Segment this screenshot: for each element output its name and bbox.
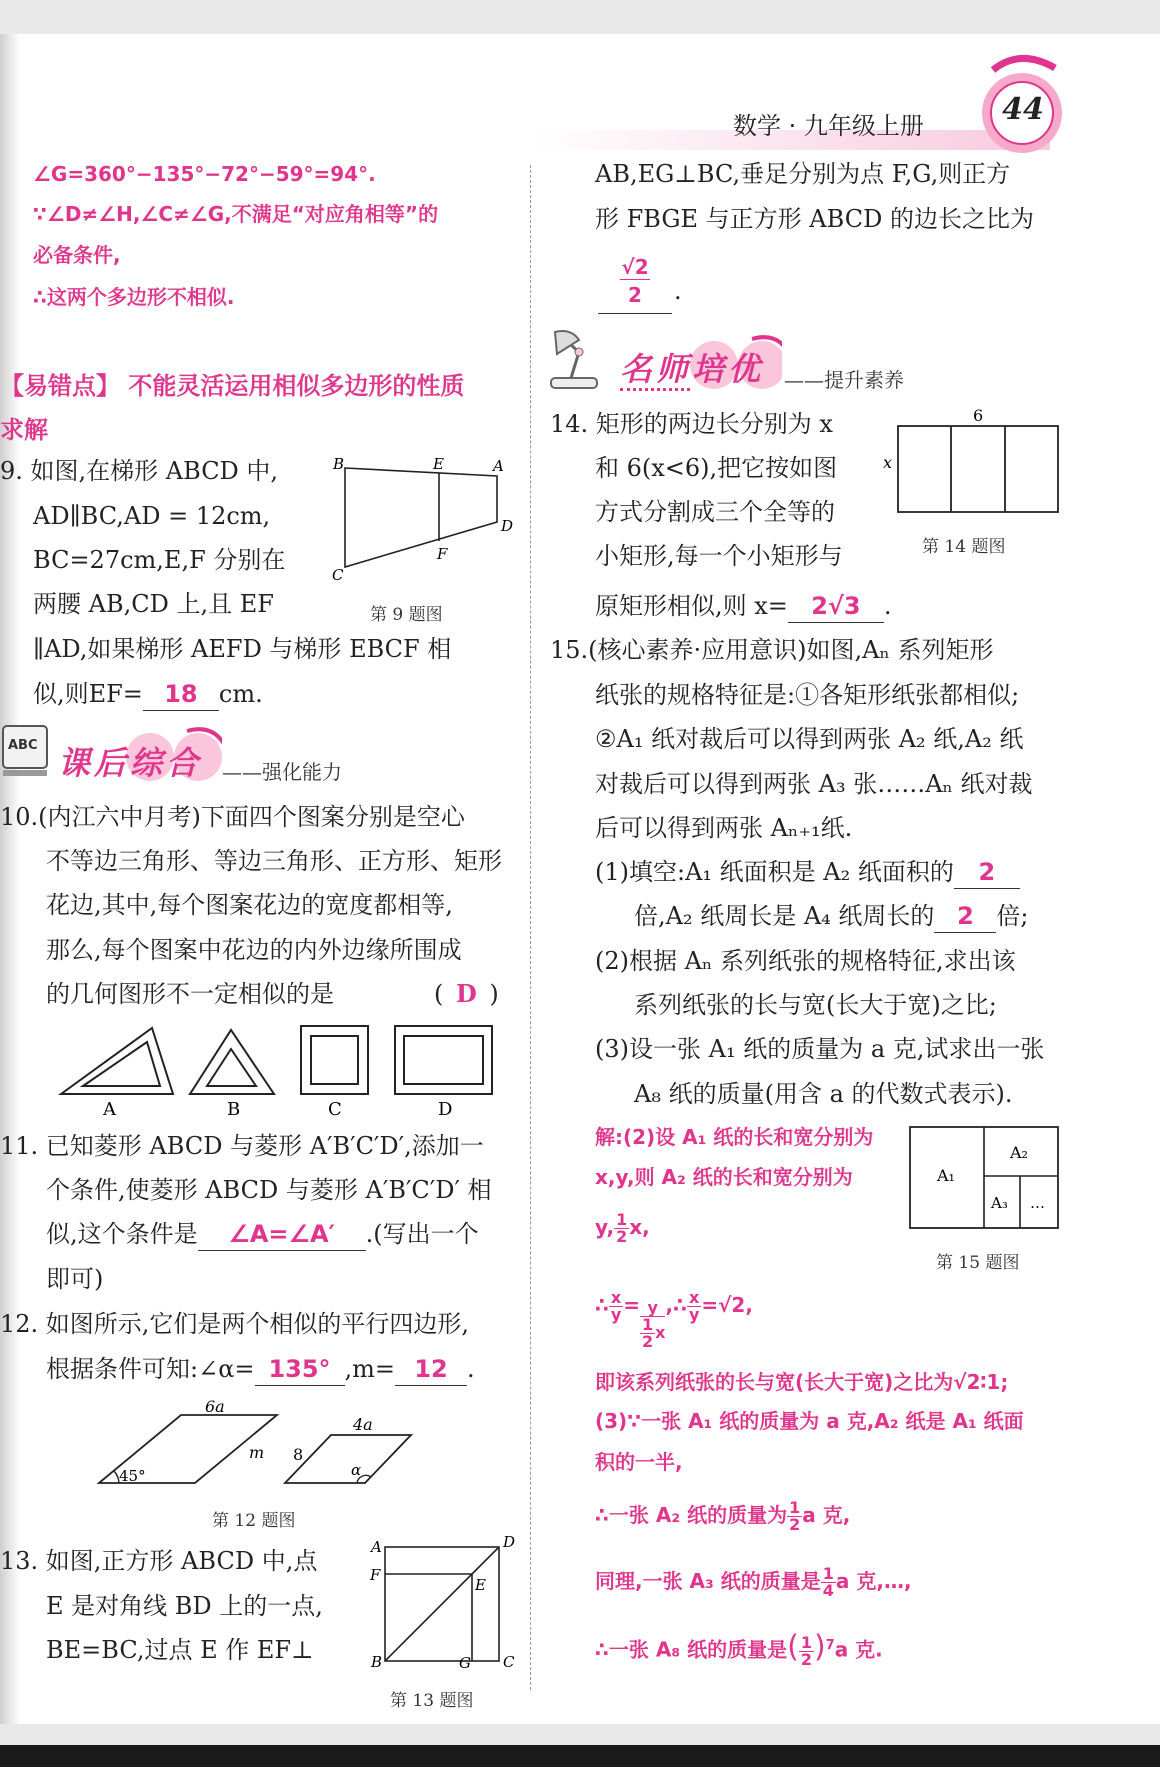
q15-solution-line: ∴一张 A₈ 纸的质量是( $\frac{1}{2}$ )$^7$a 克. [595, 1629, 883, 1669]
q9-trapezoid-figure [325, 455, 525, 585]
label-6: 6 [973, 406, 984, 425]
q15-part2: 系列纸张的长与宽(长大于宽)之比; [634, 991, 997, 1019]
q11-text-a: 似,这个条件是 [46, 1220, 198, 1248]
q14-rectangle-figure [878, 402, 1064, 520]
q9-caption: 第 9 题图 [370, 605, 443, 625]
label-D: D [501, 517, 514, 535]
label-A3: A₃ [991, 1194, 1008, 1212]
page-number: 44 [1002, 92, 1044, 127]
q15-answer-1: 2 [954, 856, 1020, 889]
q9-text: BC=27cm,E,F 分别在 [33, 546, 286, 574]
page-edge-shadow [0, 34, 20, 1724]
q13-answer-denominator: 2 [628, 283, 642, 307]
q14-caption: 第 14 题图 [922, 537, 1006, 557]
q15-part1-b: 倍,A₂ 纸周长是 A₄ 纸周长的 [634, 902, 935, 930]
dotted-underline [620, 388, 690, 391]
error-point-title-cont: 求解 [0, 416, 48, 444]
section-teacher-subtitle: ——提升素养 [784, 368, 904, 392]
q13-answer-end: . [674, 277, 682, 305]
solution-line: 必备条件, [33, 243, 121, 267]
q11-text [46, 1218, 479, 1251]
q9-text-a: 似,则EF= [33, 680, 143, 708]
q9-text: ∥AD,如果梯形 AEFD 与梯形 EBCF 相 [33, 635, 452, 663]
q13-text: BE=BC,过点 E 作 EF⊥ [46, 1636, 314, 1664]
q15-solution-line: 即该系列纸张的长与宽(长大于宽)之比为√2∶1; [595, 1370, 1009, 1394]
q14-text [595, 590, 892, 623]
q13-caption: 第 13 题图 [390, 1691, 474, 1711]
q13-answer-blank [598, 253, 672, 314]
q14-text: 和 6(x<6),把它按如图 [595, 454, 838, 482]
label-C: C [332, 566, 344, 584]
q13-text-cont: AB,EG⊥BC,垂足分别为点 F,G,则正方 [595, 160, 1011, 188]
q9-text: AD∥BC,AD = 12cm, [33, 502, 271, 530]
fraction-quarter: $\frac{1}{4}$ [822, 1564, 834, 1600]
fraction: $\frac{1}{2}$ [616, 1210, 628, 1246]
label-x: x [883, 453, 893, 472]
q15-solution-line: ∴一张 A₂ 纸的质量为 $\frac{1}{2}$ a 克, [595, 1498, 851, 1534]
error-point-title: 【易错点】 不能灵活运用相似多边形的性质 [0, 372, 465, 400]
q10-text: 的几何图形不一定相似的是 [46, 980, 334, 1008]
q15-solution-line: 解:(2)设 A₁ 纸的长和宽分别为 [595, 1125, 874, 1149]
q15-part3: (3)设一张 A₁ 纸的质量为 a 克,试求出一张 [595, 1035, 1045, 1063]
q12-text-c: . [467, 1355, 475, 1383]
option-label-A: A [103, 1099, 116, 1120]
q9-text: 两腰 AB,CD 上,且 EF [33, 590, 274, 618]
label-A1: A₁ [937, 1166, 955, 1185]
label-B: B [371, 1653, 383, 1670]
solution-line: ∵∠D≠∠H,∠C≠∠G,不满足“对应角相等”的 [33, 202, 439, 226]
q11-text: 个条件,使菱形 ABCD 与菱形 A′B′C′D′ 相 [46, 1176, 492, 1204]
fraction-x-over-y: $\frac{x}{y}$ [610, 1288, 622, 1324]
q15-text: ②A₁ 纸对裁后可以得到两张 A₂ 纸,A₂ 纸 [595, 725, 1024, 753]
q15-solution-line: (3)∵一张 A₁ 纸的质量为 a 克,A₂ 纸是 A₁ 纸面 [595, 1409, 1024, 1433]
label-B: B [333, 455, 345, 473]
q15-text: 对裁后可以得到两张 A₃ 张……Aₙ 纸对裁 [595, 770, 1033, 798]
q12-answer-alpha: 135° [255, 1353, 345, 1386]
option-label-D: D [438, 1099, 453, 1120]
label-G: G [459, 1654, 471, 1670]
q14-text-a: 原矩形相似,则 x= [595, 592, 788, 620]
option-label-B: B [227, 1099, 241, 1120]
q10-answer: D [455, 979, 477, 1008]
fraction-half: $\frac{1}{2}$ [800, 1632, 812, 1669]
column-divider [530, 165, 531, 1690]
q9-text [33, 678, 263, 711]
q14-text-b: . [883, 592, 892, 620]
bottom-bar [0, 1745, 1160, 1767]
solution-line: ∠G=360°−135°−72°−59°=94°. [33, 162, 376, 186]
sol-s3: y, [595, 1215, 615, 1239]
q13-text: E 是对角线 BD 上的一点, [46, 1592, 323, 1620]
q12-text-b: ,m= [344, 1355, 396, 1383]
q14-text: 小矩形,每一个小矩形与 [595, 542, 843, 570]
section-teacher-title: 名师培优 [620, 350, 765, 388]
q11-answer: ∠A=∠A′ [198, 1218, 366, 1251]
q13-text-cont: 形 FBGE 与正方形 ABCD 的边长之比为 [595, 205, 1034, 233]
section-after-class-subtitle: ——强化能力 [222, 760, 342, 784]
label-6a: 6a [205, 1397, 225, 1416]
q12-text [46, 1353, 475, 1386]
q15-solution-line: 同理,一张 A₃ 纸的质量是 $\frac{1}{4}$ a 克,…, [595, 1564, 912, 1600]
q10-text: 10.(内江六中月考)下面四个图案分别是空心 [0, 803, 465, 831]
q15-part1-cont [634, 900, 1029, 933]
label-F: F [370, 1566, 381, 1584]
q9-text: 9. 如图,在梯形 ABCD 中, [0, 457, 279, 485]
q15-paper-figure [905, 1122, 1065, 1232]
label-F: F [437, 545, 448, 563]
q11-text: 即可) [46, 1265, 104, 1293]
q15-text: 纸张的规格特征是:①各矩形纸张都相似; [595, 681, 1020, 709]
option-label-C: C [328, 1099, 342, 1120]
q15-part3: A₈ 纸的质量(用含 a 的代数式表示). [634, 1080, 1013, 1108]
q11-text: 11. 已知菱形 ABCD 与菱形 A′B′C′D′,添加一 [0, 1132, 484, 1160]
q15-answer-2: 2 [934, 900, 996, 933]
header-title: 数学 · 九年级上册 [733, 112, 924, 140]
q15-solution-line: ∴ $\frac{x}{y}$ = y $\frac{1}{2}$ x ,∴ $\frac{x}{y}$ =√2, [595, 1288, 753, 1351]
q10-text: 那么,每个图案中花边的内外边缘所围成 [46, 936, 462, 964]
q12-parallelograms-figure [95, 1395, 425, 1495]
label-4a: 4a [353, 1415, 373, 1434]
label-A2: A₂ [1010, 1143, 1028, 1162]
q12-caption: 第 12 题图 [212, 1511, 296, 1531]
q15-part2: (2)根据 Aₙ 系列纸张的规格特征,求出该 [595, 947, 1016, 975]
label-45deg: 45° [119, 1467, 146, 1485]
q9-answer: 18 [143, 678, 219, 711]
q14-text: 方式分割成三个全等的 [595, 498, 835, 526]
q13-text: 13. 如图,正方形 ABCD 中,点 [0, 1547, 318, 1575]
label-C: C [503, 1653, 515, 1670]
sol-s3b: x, [629, 1215, 650, 1239]
label-D: D [503, 1533, 516, 1551]
q15-text: 15.(核心素养·应用意识)如图,Aₙ 系列矩形 [550, 636, 994, 664]
q11-text-b: .(写出一个 [365, 1220, 479, 1248]
label-dots: … [1030, 1194, 1045, 1212]
chalkboard-icon-text: ABC [8, 738, 38, 753]
q13-square-figure [365, 1530, 525, 1670]
q15-part1 [595, 856, 1020, 889]
label-E: E [475, 1576, 486, 1594]
q15-part1-c: 倍; [996, 902, 1029, 930]
q15-part1-a: (1)填空:A₁ 纸面积是 A₂ 纸面积的 [595, 858, 954, 886]
section-after-class-title: 课后综合 [58, 744, 203, 782]
q12-text-a: 根据条件可知:∠α= [46, 1355, 255, 1383]
label-8: 8 [293, 1445, 304, 1464]
q10-options-figure [55, 1020, 505, 1120]
q12-answer-m: 12 [395, 1353, 467, 1386]
q9-text-b: cm. [218, 680, 263, 708]
solution-line: ∴这两个多边形不相似. [33, 285, 235, 309]
fraction-half: $\frac{1}{2}$ [789, 1498, 801, 1534]
q15-text: 后可以得到两张 Aₙ₊₁纸. [595, 814, 853, 842]
q14-text: 14. 矩形的两边长分别为 x [550, 410, 833, 438]
q10-answer-bracket: ( D ) [434, 979, 499, 1008]
label-A: A [371, 1538, 382, 1556]
q15-solution-line: 积的一半, [595, 1450, 683, 1474]
q10-text: 花边,其中,每个图案花边的宽度都相等, [46, 891, 453, 919]
q13-answer-numerator: √2 [621, 255, 649, 279]
label-m: m [249, 1443, 265, 1462]
q12-text: 12. 如图所示,它们是两个相似的平行四边形, [0, 1310, 470, 1338]
q10-text: 不等边三角形、等边三角形、正方形、矩形 [46, 847, 502, 875]
label-alpha: α [351, 1461, 362, 1479]
q15-solution-line [595, 1212, 650, 1245]
q15-solution-line: x,y,则 A₂ 纸的长和宽分别为 [595, 1165, 853, 1189]
q14-answer: 2√3 [788, 590, 884, 623]
label-E: E [433, 455, 444, 473]
label-A: A [493, 457, 504, 475]
fraction-x-over-y: $\frac{x}{y}$ [688, 1288, 700, 1324]
q15-caption: 第 15 题图 [936, 1253, 1020, 1273]
lamp-icon [545, 328, 609, 392]
fraction-y-over-half-x: y $\frac{1}{2}$ x [642, 1298, 666, 1351]
